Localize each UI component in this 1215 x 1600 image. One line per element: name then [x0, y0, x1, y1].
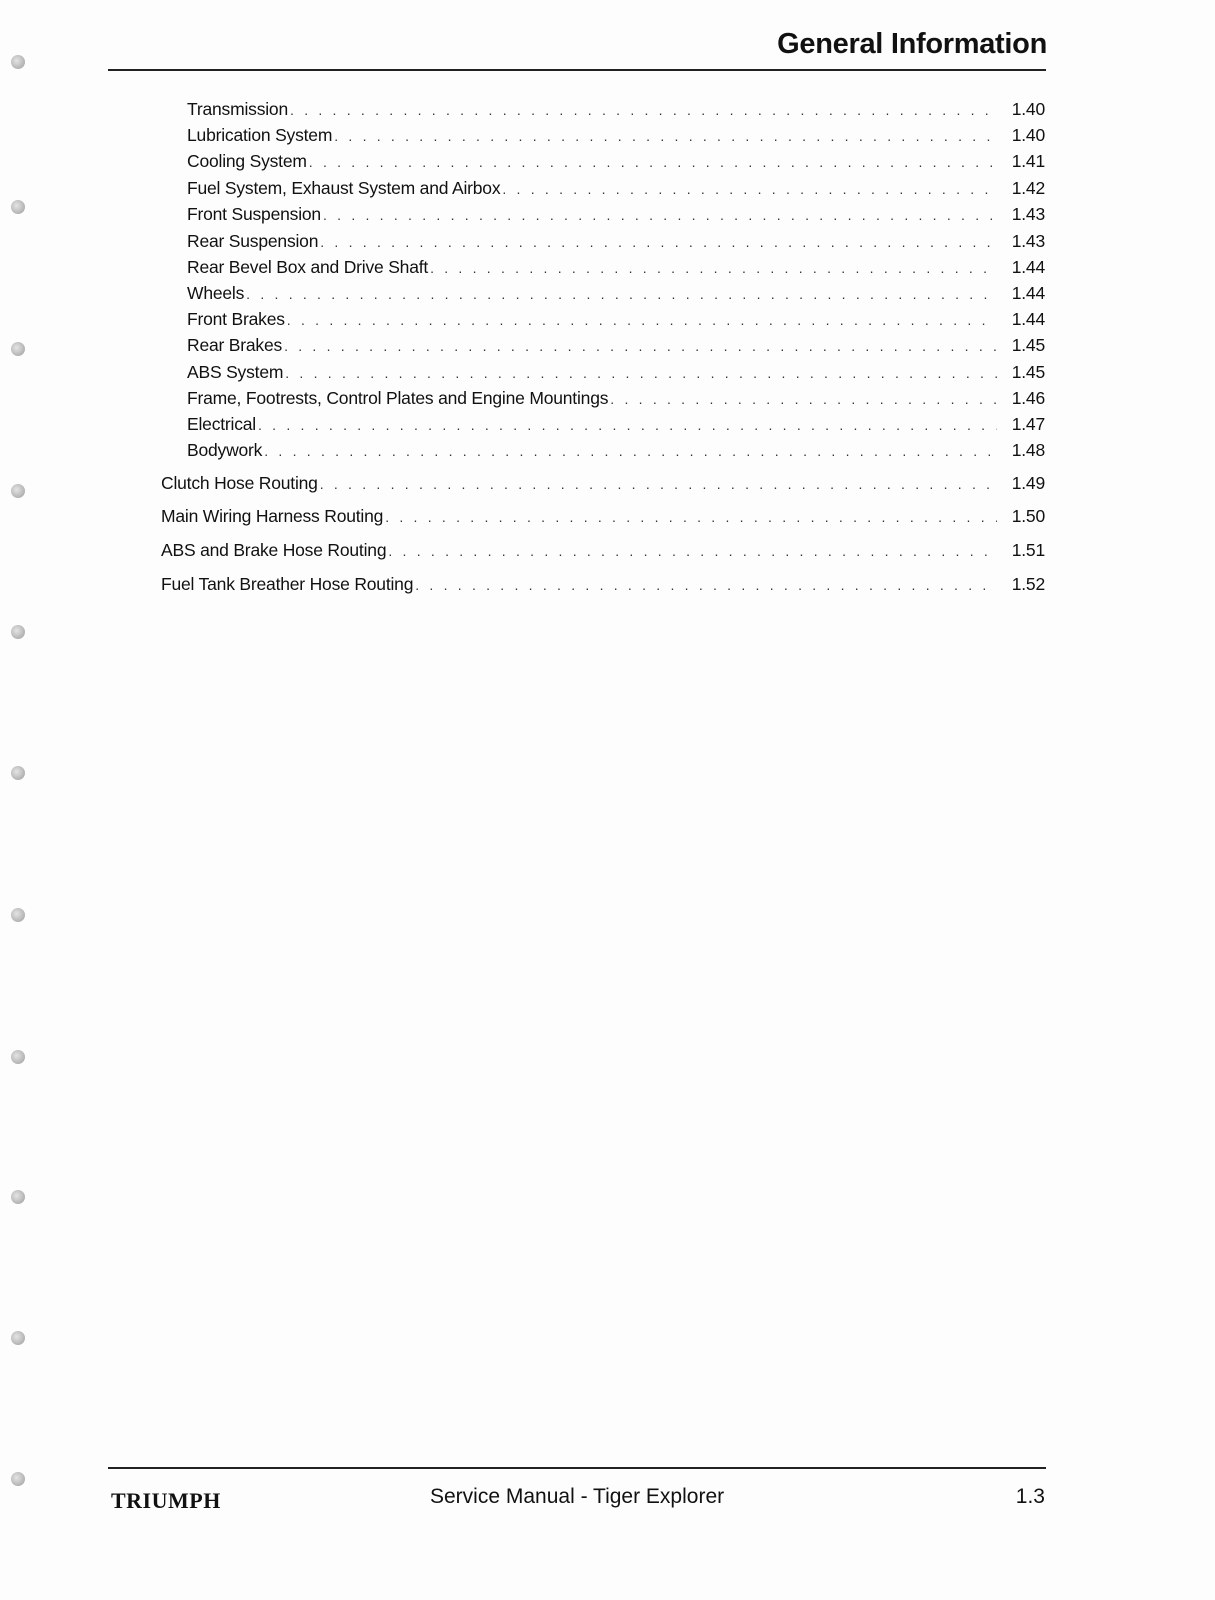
toc-entry	[187, 309, 1045, 330]
toc-entry	[187, 335, 1045, 356]
toc-entry	[187, 178, 1045, 199]
footer-rule	[108, 1467, 1046, 1469]
toc-entry-page: 1.50	[1011, 506, 1045, 526]
header-rule	[108, 69, 1046, 71]
toc-entry	[187, 125, 1045, 146]
toc-entry-label: Rear Bevel Box and Drive Shaft	[187, 257, 429, 277]
toc-entry-label: Front Brakes	[187, 309, 285, 329]
toc-leader-dots	[385, 507, 997, 527]
toc-entry	[161, 473, 1045, 494]
toc-leader-dots	[264, 441, 997, 461]
toc-entry-label: Bodywork	[187, 440, 263, 460]
toc-entry-page: 1.44	[1011, 257, 1045, 277]
toc-entry-label: ABS System	[187, 362, 284, 382]
binder-hole	[11, 200, 25, 214]
binder-hole	[11, 55, 25, 69]
toc-leader-dots	[309, 152, 997, 172]
toc-entry-page: 1.42	[1011, 178, 1045, 198]
toc-entry	[187, 414, 1045, 435]
toc-entry-label: Rear Suspension	[187, 231, 319, 251]
manual-title: Service Manual - Tiger Explorer	[430, 1485, 725, 1508]
toc-leader-dots	[258, 415, 997, 435]
toc-entry-label: Frame, Footrests, Control Plates and Engine Mountings	[187, 388, 609, 408]
toc-entry-page: 1.52	[1011, 574, 1045, 594]
toc-entry-page: 1.40	[1011, 99, 1045, 119]
binder-hole	[11, 484, 25, 498]
triumph-logo: TRIUMPH	[111, 1488, 221, 1513]
toc-entry-label: Lubrication System	[187, 125, 333, 145]
binder-hole	[11, 908, 25, 922]
toc-entry-page: 1.51	[1011, 540, 1045, 560]
page-number: 1.3	[1015, 1485, 1045, 1508]
toc-entry-label: Wheels	[187, 283, 245, 303]
toc-leader-dots	[285, 363, 997, 383]
toc-entry	[187, 231, 1045, 252]
toc-leader-dots	[415, 575, 997, 595]
toc-entry-page: 1.45	[1011, 335, 1045, 355]
binder-hole	[11, 1190, 25, 1204]
toc-entry-label: Main Wiring Harness Routing	[161, 506, 384, 526]
toc-entry-label: ABS and Brake Hose Routing	[161, 540, 387, 560]
toc-leader-dots	[284, 336, 997, 356]
toc-entry-page: 1.43	[1011, 231, 1045, 251]
toc-entry-page: 1.44	[1011, 309, 1045, 329]
toc-entry	[161, 540, 1045, 561]
toc-entry-page: 1.43	[1011, 204, 1045, 224]
toc-leader-dots	[290, 100, 997, 120]
binder-hole	[11, 766, 25, 780]
toc-entry-label: Transmission	[187, 99, 289, 119]
toc-entry-label: Front Suspension	[187, 204, 321, 224]
toc-leader-dots	[610, 389, 997, 409]
binder-hole	[11, 342, 25, 356]
toc-leader-dots	[430, 258, 997, 278]
toc-entry	[187, 362, 1045, 383]
toc-entry-label: Cooling System	[187, 151, 307, 171]
toc-leader-dots	[502, 179, 997, 199]
toc-entry-label: Electrical	[187, 414, 256, 434]
toc-entry-page: 1.45	[1011, 362, 1045, 382]
toc-entry	[187, 388, 1045, 409]
binder-hole	[11, 625, 25, 639]
toc-entry-page: 1.40	[1011, 125, 1045, 145]
toc-leader-dots	[246, 284, 997, 304]
toc-entry	[187, 99, 1045, 120]
binder-hole	[11, 1331, 25, 1345]
toc-leader-dots	[323, 205, 997, 225]
binder-hole	[11, 1472, 25, 1486]
toc-entry	[187, 151, 1045, 172]
toc-leader-dots	[287, 310, 997, 330]
toc-entry-page: 1.46	[1011, 388, 1045, 408]
toc-entry	[161, 574, 1045, 595]
toc-leader-dots	[320, 474, 997, 494]
toc-entry-label: Fuel System, Exhaust System and Airbox	[187, 178, 501, 198]
binder-hole	[11, 1050, 25, 1064]
toc-entry-page: 1.47	[1011, 414, 1045, 434]
toc-entry-page: 1.49	[1011, 473, 1045, 493]
toc-entry	[161, 506, 1045, 527]
toc-leader-dots	[320, 232, 997, 252]
toc-entry-label: Fuel Tank Breather Hose Routing	[161, 574, 414, 594]
toc-entry	[187, 283, 1045, 304]
page-title: General Information	[777, 28, 1047, 60]
toc-entry-label: Clutch Hose Routing	[161, 473, 318, 493]
toc-entry	[187, 257, 1045, 278]
toc-leader-dots	[334, 126, 997, 146]
toc-leader-dots	[388, 541, 997, 561]
toc-entry	[187, 204, 1045, 225]
toc-entry-page: 1.44	[1011, 283, 1045, 303]
toc-entry-page: 1.41	[1011, 151, 1045, 171]
toc-entry	[187, 440, 1045, 461]
toc-entry-label: Rear Brakes	[187, 335, 283, 355]
toc-entry-page: 1.48	[1011, 440, 1045, 460]
